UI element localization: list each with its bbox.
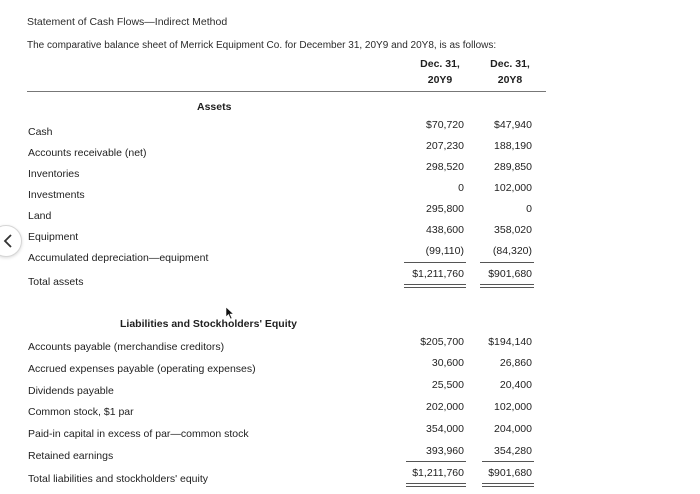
column-header-20y8 (482, 56, 538, 88)
row-label-investments: Investments (28, 189, 85, 201)
liabilities-subtotal-rule-20y8 (482, 461, 534, 462)
column-header-20y9-line2: 20Y9 (427, 74, 453, 86)
row-label-dividends-payable: Dividends payable (28, 385, 114, 397)
row-label-cash: Cash (28, 126, 53, 138)
accounts-receivable-20y8: 188,190 (494, 140, 532, 152)
row-label-paid-in-capital: Paid-in capital in excess of par—common stock (28, 428, 249, 440)
row-label-equipment: Equipment (28, 231, 79, 243)
land-20y9: 295,800 (426, 203, 464, 215)
column-header-20y8-line1: Dec. 31, (490, 58, 530, 70)
paid-in-capital-20y9: 354,000 (426, 423, 464, 435)
accrued-expenses-20y9: 30,600 (431, 357, 464, 369)
subtotal-rule-20y8 (480, 262, 534, 263)
total-assets-20y8: $901,680 (488, 268, 532, 280)
subtotal-rule-20y9 (404, 262, 466, 263)
row-label-common-stock: Common stock, $1 par (28, 406, 134, 418)
header-rule (27, 91, 546, 92)
row-label-retained-earnings: Retained earnings (28, 450, 114, 462)
common-stock-20y8: 102,000 (494, 401, 532, 413)
inventories-20y9: 298,520 (426, 161, 464, 173)
total-double-rule-20y9 (404, 284, 466, 288)
total-liabilities-equity-20y9: $1,211,760 (412, 467, 464, 479)
liabilities-total-double-rule-20y9 (406, 483, 466, 487)
row-label-accounts-receivable: Accounts receivable (net) (28, 147, 147, 159)
accounts-payable-20y9: $205,700 (420, 336, 464, 348)
investments-20y9: 0 (458, 182, 464, 194)
accumulated-depreciation-20y8: (84,320) (492, 245, 532, 257)
back-button[interactable] (0, 225, 22, 257)
total-double-rule-20y8 (480, 284, 534, 288)
column-header-20y9-line1: Dec. 31, (420, 58, 460, 70)
cash-20y8: $47,940 (494, 119, 532, 131)
accounts-receivable-20y9: 207,230 (426, 140, 464, 152)
page-title: Statement of Cash Flows—Indirect Method (27, 16, 228, 28)
row-label-accounts-payable: Accounts payable (merchandise creditors) (28, 341, 225, 353)
liabilities-equity-heading: Liabilities and Stockholders' Equity (120, 318, 297, 330)
retained-earnings-20y8: 354,280 (494, 445, 532, 457)
row-label-accumulated-depreciation: Accumulated depreciation—equipment (28, 252, 209, 264)
row-label-inventories: Inventories (28, 168, 80, 180)
row-label-total-liabilities-equity: Total liabilities and stockholders' equity (28, 473, 209, 485)
cash-20y9: $70,720 (426, 119, 464, 131)
chevron-left-icon (3, 234, 13, 248)
inventories-20y8: 289,850 (494, 161, 532, 173)
equipment-20y9: 438,600 (426, 224, 464, 236)
row-label-land: Land (28, 210, 52, 222)
dividends-payable-20y9: 25,500 (431, 379, 464, 391)
total-assets-20y9: $1,211,760 (412, 268, 464, 280)
total-liabilities-equity-20y8: $901,680 (488, 467, 532, 479)
column-header-20y9 (412, 56, 468, 88)
assets-heading: Assets (197, 101, 232, 113)
mouse-cursor-icon (225, 306, 235, 323)
row-label-total-assets: Total assets (28, 276, 84, 288)
land-20y8: 0 (526, 203, 532, 215)
accumulated-depreciation-20y9: (99,110) (425, 245, 464, 257)
problem-intro: The comparative balance sheet of Merrick Equipment Co. for December 31, 20Y9 and 20Y8, is as follows: (27, 40, 497, 51)
liabilities-subtotal-rule-20y9 (406, 461, 466, 462)
accounts-payable-20y8: $194,140 (488, 336, 532, 348)
paid-in-capital-20y8: 204,000 (494, 423, 532, 435)
investments-20y8: 102,000 (494, 182, 532, 194)
accrued-expenses-20y8: 26,860 (499, 357, 532, 369)
column-header-20y8-line2: 20Y8 (497, 74, 523, 86)
dividends-payable-20y8: 20,400 (499, 379, 532, 391)
equipment-20y8: 358,020 (494, 224, 532, 236)
retained-earnings-20y9: 393,960 (426, 445, 464, 457)
row-label-accrued-expenses: Accrued expenses payable (operating expenses) (28, 363, 256, 375)
common-stock-20y9: 202,000 (426, 401, 464, 413)
liabilities-total-double-rule-20y8 (482, 483, 534, 487)
